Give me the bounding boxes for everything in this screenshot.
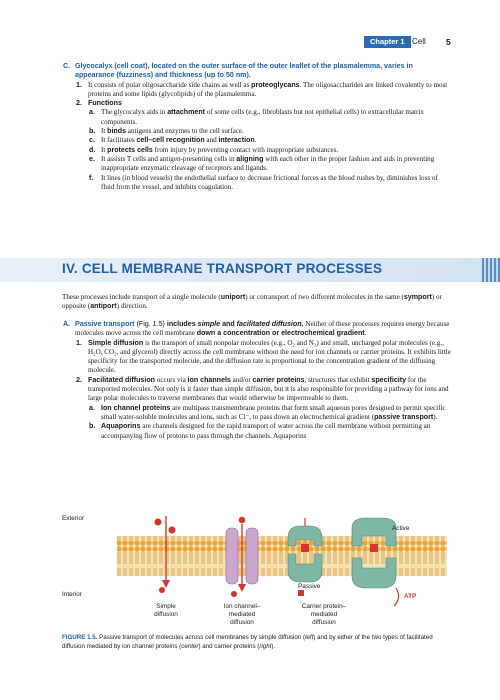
bold-term: Simple diffusion xyxy=(88,338,144,347)
list-item xyxy=(62,81,452,100)
bold-term: symport xyxy=(403,293,432,301)
text-run: are channels designed for the rapid transport of water across the cell membrane without permitting an accompanying flow of protons to pass through the channels. Aquaporins xyxy=(101,422,431,440)
glycocalyx-heading-text: Glycocalyx (cell coat), located on the outer surface of the outer leaflet of the plasmalemma, varies in appearance (fuzziness) and thickness (up to 50 nm). xyxy=(75,62,413,80)
text-run: antigens and enzymes to the cell surface. xyxy=(126,127,244,136)
text-run: These processes include transport of a single molecule ( xyxy=(62,293,221,301)
list-item xyxy=(62,422,452,441)
bold-term: and xyxy=(220,320,237,328)
list-item xyxy=(62,127,452,136)
text-run: are multipass transmembrane proteins that form small aqueous pores designed to permit specific small water-soluble molecules and ions, such as Cl⁻, to pass down an electrochemical gradient ( xyxy=(101,403,446,421)
section-header-band xyxy=(0,258,500,282)
bold-term: passive transport xyxy=(374,412,434,421)
text-run: occurs via xyxy=(155,375,188,384)
passive-transport-section xyxy=(62,320,452,441)
italic-term: right xyxy=(259,642,272,650)
interior-label: Interior xyxy=(62,591,82,598)
text-run: and xyxy=(204,136,219,145)
list-item xyxy=(62,404,452,423)
text-run: ) and carrier proteins ( xyxy=(198,642,260,650)
list-marker: A. xyxy=(63,320,71,328)
list-item xyxy=(62,155,452,174)
list-item xyxy=(62,339,452,376)
channel-protein-left xyxy=(226,528,238,584)
chapter-name: Cell xyxy=(412,37,426,46)
figure-ref: (Fig. 1.5) xyxy=(134,320,167,328)
bold-term: specificity xyxy=(371,375,407,384)
bold-term: protects cells xyxy=(107,145,153,154)
chapter-tab: Chapter 1 xyxy=(364,36,411,48)
list-marker: c. xyxy=(89,136,95,145)
heading-text: Passive transport xyxy=(75,320,135,328)
bold-italic-term: facilitated diffusion. xyxy=(236,320,304,328)
text-run: ). xyxy=(433,412,438,421)
page-number: 5 xyxy=(446,37,451,47)
ion-icon xyxy=(239,517,246,524)
bold-term: attachment xyxy=(167,108,206,117)
bold-term: antiport xyxy=(90,302,117,311)
glycocalyx-section xyxy=(62,62,452,192)
text-run: ) or cotransport of two different molecules in the same ( xyxy=(245,293,404,301)
text-run: of some cells (e.g., fibroblasts but not epithelial cells) to extracellular matrix components. xyxy=(101,108,424,126)
list-marker: 2. xyxy=(76,99,82,108)
text-run: ) direction. xyxy=(116,302,148,311)
text-run: ) and by either of the two types of facilitated diffusion mediated by ion channel proteins ( xyxy=(62,634,433,650)
bold-term: aligning xyxy=(236,154,264,163)
list-item xyxy=(62,99,452,108)
text-run: , structures that exhibit xyxy=(304,375,372,384)
text-run: It lines (in blood vessels) the endothelial surface to decrease frictional forces as the blood rushes by, diminishes loss of fluid from the vessel, and inhibits coagulation. xyxy=(101,173,438,191)
list-marker: e. xyxy=(89,154,95,163)
text-run: It facilitates xyxy=(101,136,137,145)
list-item xyxy=(62,376,452,404)
text-run: Neither of these processes requires energy because molecules move across the cell membrane xyxy=(75,320,450,338)
list-marker: b. xyxy=(89,422,96,431)
text-run: ) or opposite ( xyxy=(62,293,442,311)
arrow-head-icon xyxy=(238,584,246,592)
carrier-label: diffusion xyxy=(312,619,336,626)
figure-tag: FIGURE 1.5. xyxy=(62,634,98,641)
text-run: It xyxy=(101,127,108,136)
ion-channel-illustration xyxy=(226,517,258,597)
list-marker: 1. xyxy=(76,80,82,89)
list-item xyxy=(62,146,452,155)
active-label: Active xyxy=(392,525,410,532)
ion-icon xyxy=(231,591,237,597)
bold-term: interaction xyxy=(218,136,255,145)
text-run: and/or xyxy=(230,375,253,384)
bold-term: Aquaporins xyxy=(101,422,141,431)
list-marker: a. xyxy=(89,108,95,117)
list-item xyxy=(62,136,452,145)
channel-protein-right xyxy=(246,528,258,584)
passive-label: Passive xyxy=(298,583,321,590)
carrier-label: mediated xyxy=(310,611,338,618)
exterior-label: Exterior xyxy=(62,515,85,522)
membrane-transport-figure xyxy=(62,506,452,628)
molecule-icon xyxy=(169,527,176,534)
bold-term: binds xyxy=(107,127,127,136)
text-run: for the transported molecules. Not only is it faster than simple diffusion, but it is also responsible for providing a pathway for ions and large polar molecules to traverse membranes that would otherwise be impermeable to them. xyxy=(88,375,449,403)
cargo-icon xyxy=(301,544,309,552)
text-run: It assists T cells and antigen-presenting cells in xyxy=(101,154,237,163)
text-run: from injury by preventing contact with inappropriate substances. xyxy=(152,145,339,154)
text-run: The glycocalyx aids in xyxy=(101,108,168,117)
atp-arrow xyxy=(394,588,399,606)
list-marker: 1. xyxy=(76,338,82,347)
passive-transport-heading xyxy=(62,320,452,339)
ion-channel-label: mediated xyxy=(228,611,256,618)
list-marker: b. xyxy=(89,127,96,136)
atp-label: ATP xyxy=(404,593,417,600)
text-run: . xyxy=(364,329,367,338)
bold-term: uniport xyxy=(220,293,246,301)
bold-term: cell–cell recognition xyxy=(136,136,205,145)
glycocalyx-heading xyxy=(62,62,452,81)
text-run: ). xyxy=(271,642,276,650)
simple-diffusion-label: Simple xyxy=(156,603,176,610)
page-header xyxy=(0,36,500,50)
list-marker: f. xyxy=(89,173,94,182)
bold-term: proteoglycans xyxy=(251,80,300,89)
intro-paragraph xyxy=(62,293,452,312)
list-item xyxy=(62,174,452,193)
bold-term: includes xyxy=(166,320,198,328)
text-run: . xyxy=(254,136,257,145)
list-marker: C. xyxy=(63,62,71,70)
bold-term: ion channels xyxy=(187,375,231,384)
cargo-icon xyxy=(298,590,304,596)
cargo-icon xyxy=(370,544,378,552)
molecule-icon xyxy=(159,587,165,593)
molecule-icon xyxy=(155,519,162,526)
section-title: IV. CELL MEMBRANE TRANSPORT PROCESSES xyxy=(62,261,383,276)
text-run: It consists of polar oligosaccharide side chains as well as xyxy=(88,80,252,89)
italic-term: left xyxy=(305,634,314,641)
bold-term: down a concentration or electrochemical gradient xyxy=(196,329,365,338)
simple-diffusion-label: diffusion xyxy=(154,611,178,618)
text-run: with each other in the proper fashion and aids in preventing inappropriate enzymatic cleavage of receptors and ligands. xyxy=(101,154,435,173)
membrane-diagram xyxy=(62,506,452,628)
ion-channel-label: diffusion xyxy=(230,619,254,626)
text-run: It xyxy=(101,145,108,154)
list-marker: 2. xyxy=(76,375,82,384)
figure-caption xyxy=(62,634,452,651)
list-item xyxy=(62,108,452,127)
italic-term: center xyxy=(181,642,199,650)
bold-term: Ion channel proteins xyxy=(101,403,171,412)
text-run: . The oligosaccharides are linked covalently to most proteins and some lipids (glycolipids) of the plasmalemma. xyxy=(88,80,448,98)
bold-italic-term: simple xyxy=(197,320,221,328)
decorative-stripe xyxy=(482,258,500,282)
text-run: is the transport of small nonpolar molecules (e.g., O₂ and N₂) and small, uncharged polar molecules (e.g., H₂O, CO₂, and glycerol) directly across the cell membrane without the need for ion channels or carrier proteins. It exhibits little specificity for the transported molecule, and the diffusion rate is proportional to the concentration gradient of the diffusing molecule. xyxy=(88,338,451,375)
bold-term: carrier proteins xyxy=(252,375,305,384)
list-marker: d. xyxy=(89,145,96,154)
arrow-head-icon xyxy=(162,580,170,588)
functions-heading: Functions xyxy=(88,99,122,108)
bold-term: Facilitated diffusion xyxy=(88,375,155,384)
ion-channel-label: Ion channel– xyxy=(223,603,261,610)
carrier-label: Carrier protein– xyxy=(301,603,347,610)
text-run: Passive transport of molecules across cell membranes by simple diffusion ( xyxy=(97,634,306,641)
list-marker: a. xyxy=(89,403,95,412)
